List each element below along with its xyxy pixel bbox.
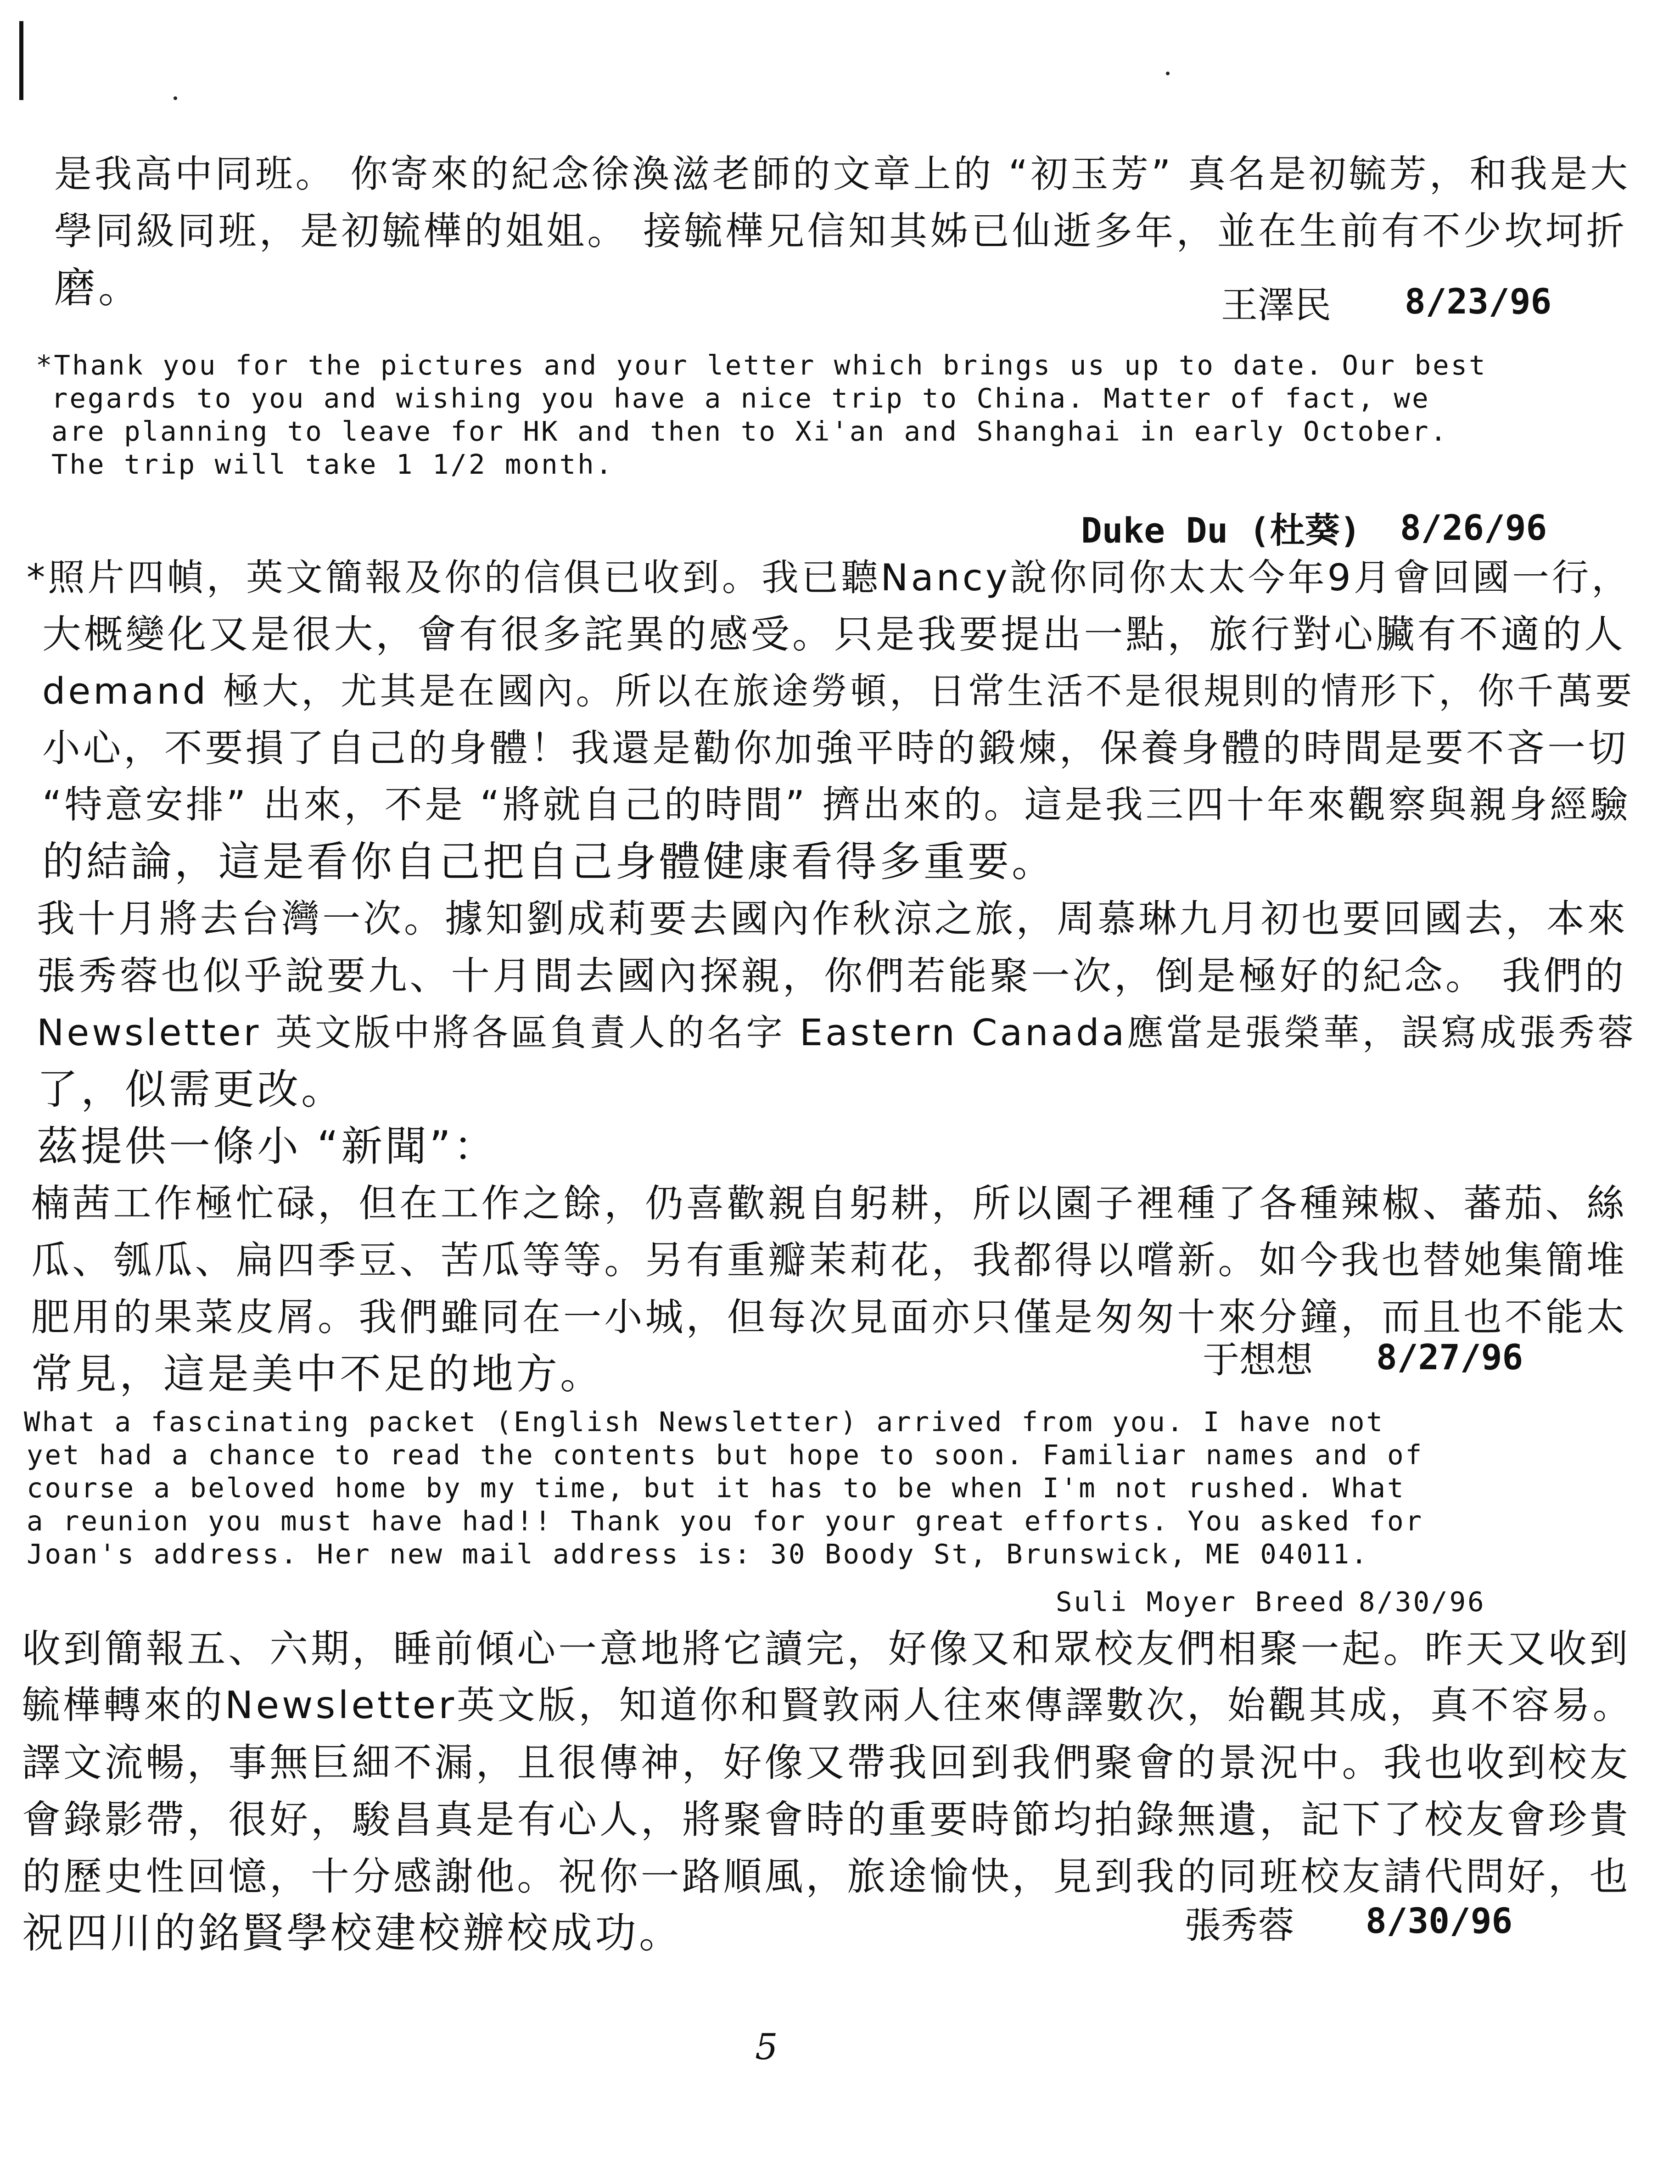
signature-name: Duke Du (杜葵) xyxy=(1081,510,1361,551)
letter-block-2 xyxy=(36,349,1652,481)
text-line: 小心，不要損了自己的身體！我還是勸你加強平時的鍛煉，保養身體的時間是要不吝一切 xyxy=(42,726,1629,770)
scan-speck xyxy=(174,96,177,100)
text-line: a reunion you must have had!! Thank you for your great efforts. You asked for xyxy=(27,1505,1424,1537)
signature-date: 8/30/96 xyxy=(1359,1586,1486,1618)
text-line: 張秀蓉也似乎說要九、十月間去國內探親，你們若能聚一次，倒是極好的紀念。 我們的 xyxy=(37,953,1626,998)
text-line: are planning to leave for HK and then to Xi'an and Shanghai in early October. xyxy=(51,415,1449,447)
text-line: What a fascinating packet (English Newsletter) arrived from you. I have not xyxy=(24,1406,1385,1438)
text-line: 祝四川的銘賢學校建校辦校成功。 xyxy=(22,1909,683,1957)
margin-mark xyxy=(19,21,23,100)
text-line: 常見，這是美中不足的地方。 xyxy=(31,1350,604,1398)
signature-name: 張秀蓉 xyxy=(1184,1904,1294,1947)
text-line: demand 極大，尤其是在國內。所以在旅途勞頓，日常生活不是很規則的情形下，你千萬要 xyxy=(42,670,1635,712)
text-line: 我十月將去台灣一次。據知劉成莉要去國內作秋涼之旅，周慕琳九月初也要回國去，本來 xyxy=(37,896,1628,941)
text-line: yet had a chance to read the contents but hope to soon. Familiar names and of xyxy=(27,1439,1424,1471)
signature-date: 8/30/96 xyxy=(1366,1900,1513,1941)
text-line: “特意安排” 出來，不是 “將就自己的時間” 擠出來的。這是我三四十年來觀察與親身經驗 xyxy=(42,783,1631,827)
text-line: 茲提供一條小 “新聞”： xyxy=(37,1122,498,1170)
text-line: course a beloved home by my time, but it has to be when I'm not rushed. What xyxy=(27,1472,1406,1504)
scan-speck xyxy=(1166,72,1170,75)
text-line: *Thank you for the pictures and your letter which brings us up to date. Our best xyxy=(36,349,1487,381)
text-line: 肥用的果菜皮屑。我們雖同在一小城，但每次見面亦只僅是匆匆十來分鐘，而且也不能太 xyxy=(31,1295,1628,1339)
text-line: *照片四幀，英文簡報及你的信俱已收到。我已聽Nancy說你同你太太今年9月會回國一行， xyxy=(27,556,1631,599)
text-line: 的結論，這是看你自己把自己身體健康看得多重要。 xyxy=(42,838,1056,886)
signature-date: 8/23/96 xyxy=(1405,281,1552,322)
text-line: 收到簡報五、六期，睡前傾心一意地將它讀完，好像又和眾校友們相聚一起。昨天又收到 xyxy=(22,1626,1631,1671)
text-line: 譯文流暢，事無巨細不漏，且很傳神，好像又帶我回到我們聚會的景況中。我也收到校友 xyxy=(22,1740,1631,1785)
letter-block-4 xyxy=(24,1406,1658,1571)
signature-name: 王澤民 xyxy=(1221,284,1331,326)
text-line: 大概變化又是很大，會有很多詫異的感受。只是我要提出一點，旅行對心臟有不適的人 xyxy=(42,611,1626,657)
text-line: Joan's address. Her new mail address is: 30 Boody St, Brunswick, ME 04011. xyxy=(27,1538,1369,1570)
text-line: 的歷史性回憶，十分感謝他。祝你一路順風，旅途愉快，見到我的同班校友請代問好，也 xyxy=(22,1854,1631,1899)
text-line: 瓜、瓠瓜、扁四季豆、苦瓜等等。另有重瓣茉莉花，我都得以嚐新。如今我也替她集簡堆 xyxy=(31,1238,1628,1282)
text-line: 了，似需更改。 xyxy=(37,1065,345,1114)
text-line: 磨。 xyxy=(54,264,142,312)
page-number: 5 xyxy=(755,2027,778,2068)
signature-name: 于想想 xyxy=(1203,1338,1313,1381)
signature-date: 8/27/96 xyxy=(1376,1337,1523,1378)
text-line: Newsletter 英文版中將各區負責人的名字 Eastern Canada應當是張榮華，誤寫成張秀蓉 xyxy=(37,1011,1637,1054)
text-line: 會錄影帶，很好，駿昌真是有心人，將聚會時的重要時節均拍錄無遺，記下了校友會珍貴 xyxy=(22,1797,1631,1842)
signature-name: Suli Moyer Breed xyxy=(1056,1586,1346,1618)
signature-date: 8/26/96 xyxy=(1400,507,1547,548)
text-line: regards to you and wishing you have a nice trip to China. Matter of fact, we xyxy=(51,382,1430,414)
text-line: 是我高中同班。 你寄來的紀念徐渙滋老師的文章上的 “初玉芳” 真名是初毓芳，和我是大 xyxy=(54,152,1630,196)
letter-block-3 xyxy=(27,549,1652,1403)
text-line: 學同級同班，是初毓樺的姐姐。 接毓樺兄信知其姊已仙逝多年，並在生前有不少坎坷折 xyxy=(54,209,1627,253)
text-line: 楠茜工作極忙碌，但在工作之餘，仍喜歡親自躬耕，所以園子裡種了各種辣椒、蕃茄、絲 xyxy=(31,1181,1628,1226)
text-line: 毓樺轉來的Newsletter英文版，知道你和賢敦兩人往來傳譯數次，始觀其成，真不容易。 xyxy=(22,1684,1634,1727)
text-line: The trip will take 1 1/2 month. xyxy=(51,448,614,480)
